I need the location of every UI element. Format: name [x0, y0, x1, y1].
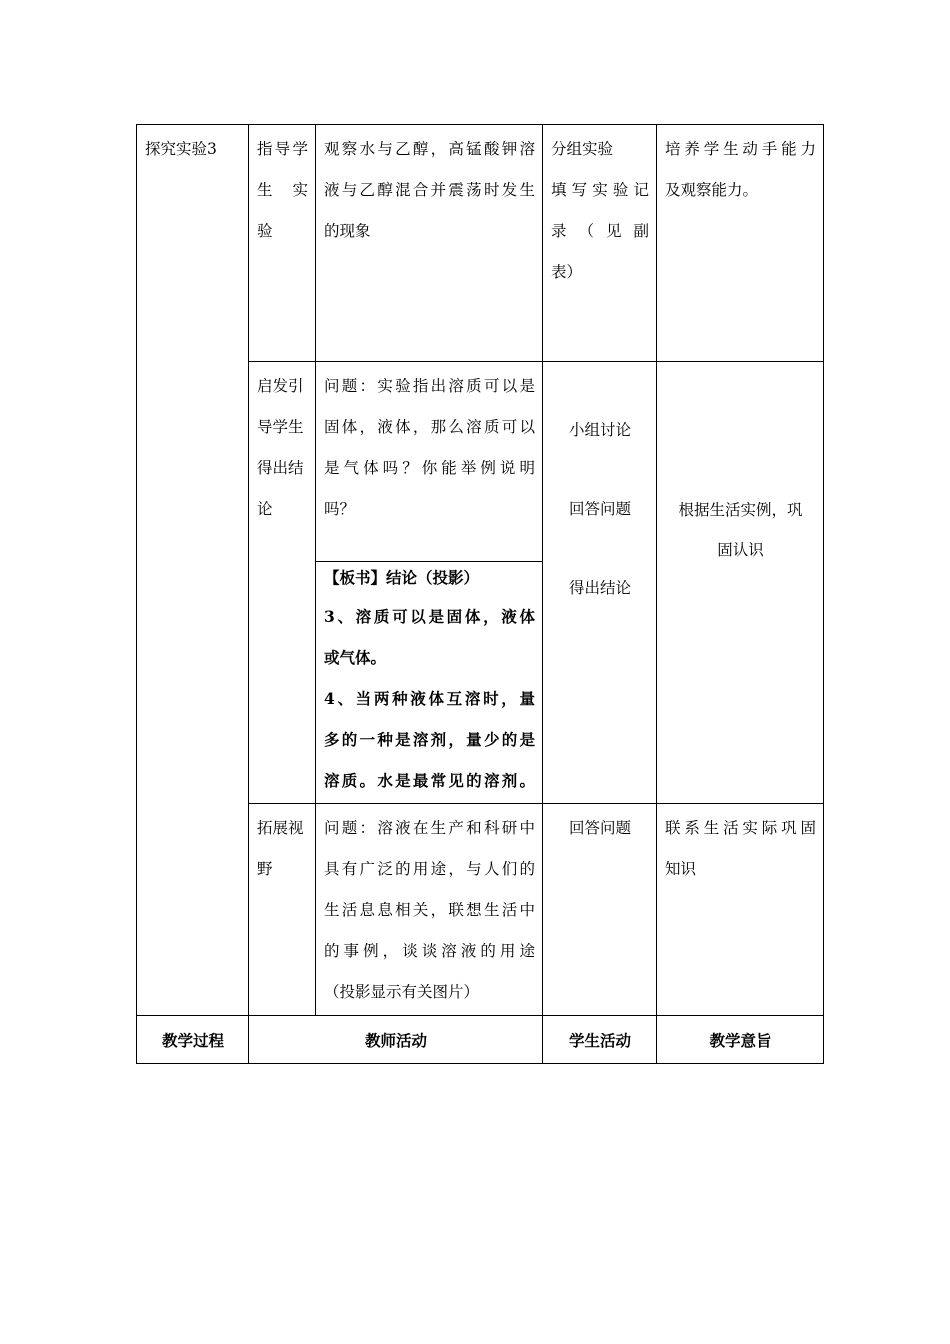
purpose-cell: [657, 362, 824, 804]
conclusion-title: 【板书】结论（投影）: [324, 568, 480, 587]
conclusion-line: 溶质。水是最常见的溶剂。: [324, 771, 535, 790]
student-activity-cell: [543, 125, 657, 362]
student-line: 表）: [551, 263, 583, 281]
purpose-line: 及观察能力。: [665, 181, 759, 199]
method-cell: [249, 804, 316, 1016]
student-line: 回答问题: [568, 500, 631, 518]
header-process: 教学过程: [137, 1016, 249, 1064]
teacher-line: 问题：溶液在生产和科研中: [324, 819, 535, 837]
teacher-line: 具有广泛的用途，与人们的: [324, 860, 535, 878]
teacher-line: 的事例，谈谈溶液的用途: [324, 942, 535, 960]
purpose-line: 根据生活实例，巩: [678, 501, 803, 519]
table-header-row: [137, 1016, 824, 1064]
teacher-line: 的现象: [324, 222, 371, 240]
student-line: 录（见副: [551, 222, 649, 240]
method-line: 指导学: [257, 140, 308, 158]
student-activity-cell: [543, 804, 657, 1016]
student-line: 填写实验记: [551, 181, 649, 199]
conclusion-line: 4、当两种液体互溶时，量: [324, 689, 535, 708]
method-line: 拓展视: [257, 819, 304, 837]
question-line: 问题：实验指出溶质可以是: [324, 377, 535, 395]
method-line: 导学生: [257, 418, 304, 436]
lesson-plan-table: [136, 124, 824, 1064]
purpose-line: 培养学生动手能力: [665, 140, 816, 158]
teacher-line: 液与乙醇混合并震荡时发生: [324, 181, 535, 199]
process-label: 探究实验3: [145, 140, 217, 158]
purpose-cell: [657, 804, 824, 1016]
conclusion-line: 3、溶质可以是固体，液体: [324, 607, 535, 626]
student-line: 回答问题: [568, 819, 631, 837]
purpose-line: 联系生活实际巩固: [665, 819, 816, 837]
header-teacher-activity: 教师活动: [249, 1016, 543, 1064]
purpose-line: 固认识: [717, 541, 764, 559]
teacher-question-cell: [316, 362, 543, 562]
method-line: 启发引: [257, 377, 304, 395]
purpose-line: 知识: [665, 860, 697, 878]
method-line: 论: [257, 500, 273, 518]
teacher-activity-cell: [316, 804, 543, 1016]
student-line: 分组实验: [551, 140, 614, 158]
student-line: 小组讨论: [568, 421, 631, 439]
question-line: 吗？: [324, 500, 356, 518]
method-line: 验: [257, 222, 273, 240]
student-activity-cell: [543, 362, 657, 804]
purpose-cell: [657, 125, 824, 362]
conclusion-cell: [316, 562, 543, 804]
conclusion-line: 或气体。: [324, 648, 387, 667]
question-line: 固体，液体，那么溶质可以: [324, 418, 535, 436]
method-cell: [249, 362, 316, 804]
header-student-activity: 学生活动: [543, 1016, 657, 1064]
student-line: 得出结论: [568, 579, 631, 597]
teacher-line: （投影显示有关图片）: [324, 983, 480, 1001]
table-row: [137, 125, 824, 362]
method-line: 得出结: [257, 459, 304, 477]
method-cell: [249, 125, 316, 362]
method-line: 生 实: [257, 181, 308, 199]
question-line: 是气体吗？你能举例说明: [324, 459, 535, 477]
method-line: 野: [257, 860, 273, 878]
conclusion-line: 多的一种是溶剂，量少的是: [324, 730, 535, 749]
process-cell: [137, 125, 249, 1016]
teacher-line: 观察水与乙醇，高锰酸钾溶: [324, 140, 535, 158]
teacher-line: 生活息息相关，联想生活中: [324, 901, 535, 919]
header-purpose: 教学意旨: [657, 1016, 824, 1064]
teacher-activity-cell: [316, 125, 543, 362]
